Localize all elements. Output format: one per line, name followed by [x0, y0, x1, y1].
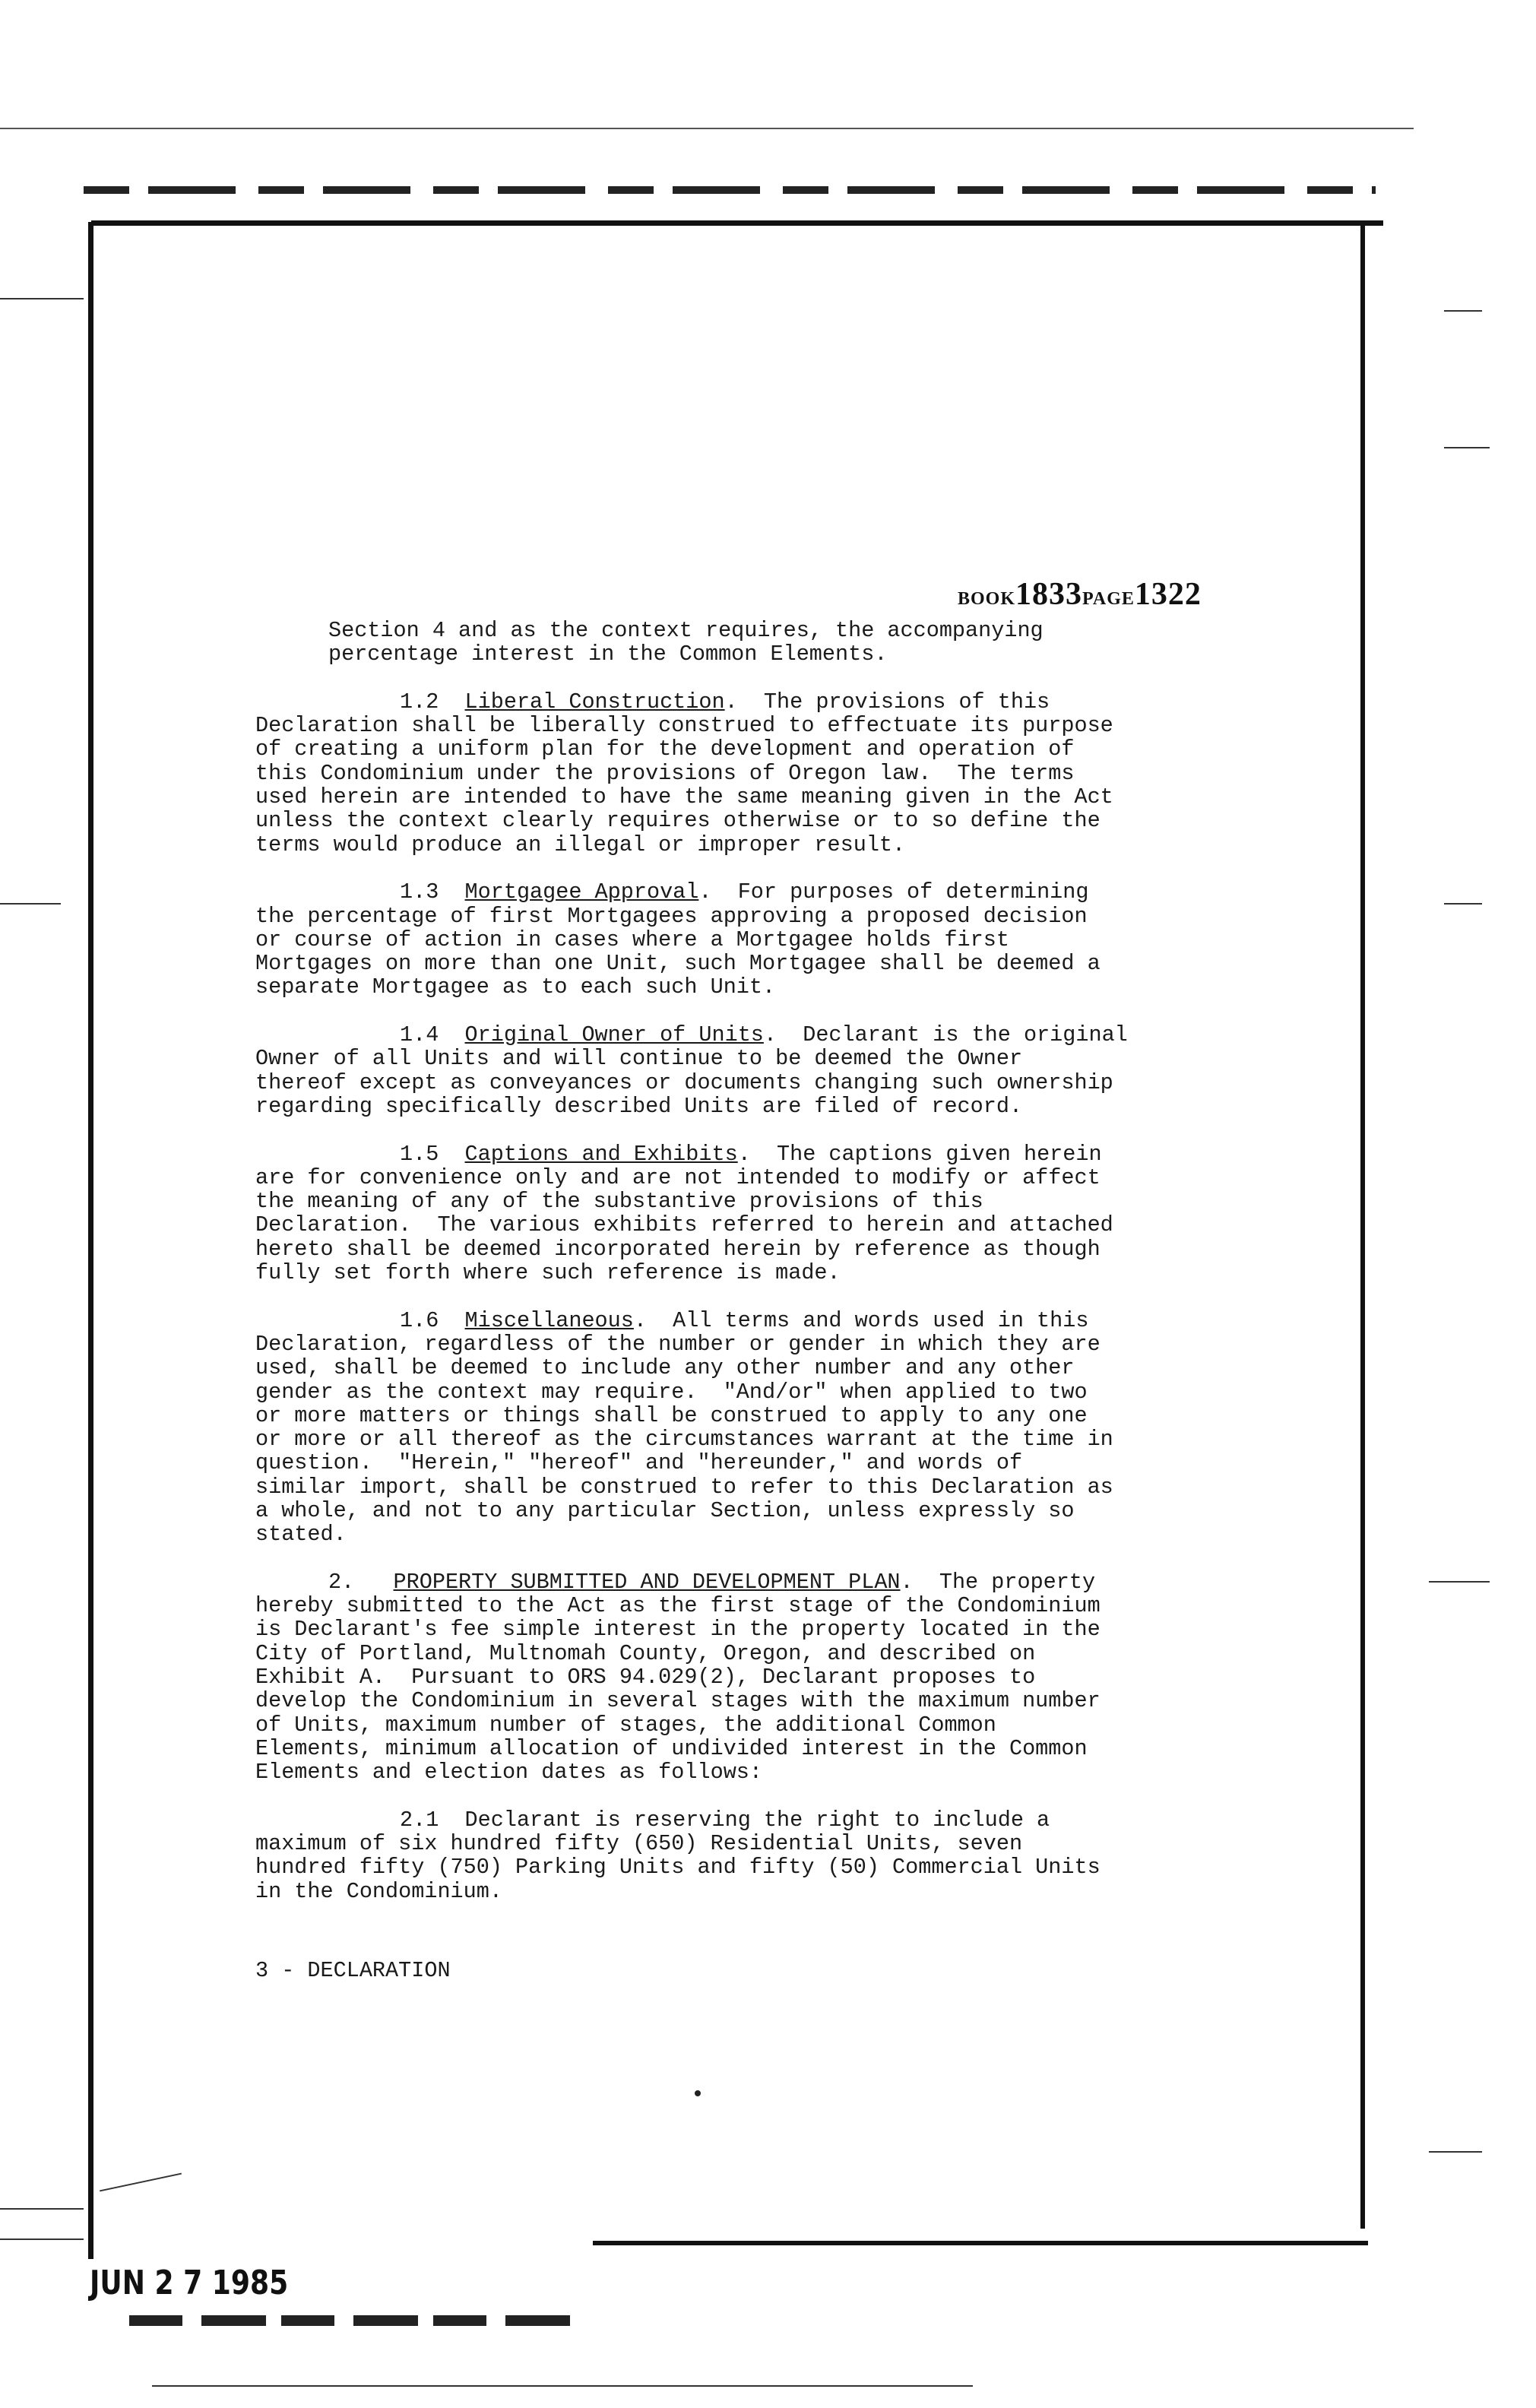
section-number: 2.1 [400, 1807, 439, 1833]
paragraph-text: . Declarant is the original Owner of all Units and will continue to be deemed the Owner thereof except as conveyances or documents changing such ownership regarding specifically described Units are filed of record. [255, 1022, 1128, 1119]
scan-edge-mark [1444, 903, 1482, 905]
section-heading: Captions and Exhibits [464, 1141, 738, 1167]
paragraph-1-4 [255, 1023, 1213, 1118]
paragraph-1-6 [255, 1309, 1213, 1547]
page-frame-top [91, 220, 1383, 226]
scan-edge-mark [1429, 1581, 1490, 1583]
page-label: PAGE [1082, 589, 1135, 609]
scan-edge-mark [100, 2173, 182, 2192]
document-body [255, 619, 1213, 1927]
section-heading: Miscellaneous [464, 1307, 634, 1333]
book-number: 1833 [1015, 577, 1083, 612]
paragraph-text: . For purposes of determining the percentage of first Mortgagees approving a proposed decision or course of action in cases where a Mortgagee holds first Mortgages on more than one Unit, such Mortgagee shall be deemed a separate Mortgagee as to each such Unit. [255, 879, 1101, 1000]
section-number: 1.3 [400, 879, 439, 905]
scan-edge-mark [0, 903, 61, 905]
paragraph-text: . All terms and words used in this Declaration, regardless of the number or gender in which they are used, shall be deemed to include any other number and any other gender as the context may require. "And/or" when applied to two or more matters or things shall be construed to apply to any one or more or all thereof as the circumstances warrant at the time in question. "Herein," "hereof" and "hereunder," and words of similar import, shall be construed to refer to this Declaration as a whole, and not to any particular Section, unless expressly so stated. [255, 1307, 1113, 1548]
paragraph-1-2 [255, 690, 1213, 857]
book-label: BOOK [958, 589, 1016, 609]
page-frame-bottom [593, 2241, 1368, 2245]
scan-edge-mark [0, 2238, 84, 2240]
section-number: 1.2 [400, 689, 439, 714]
scan-artifact-bottom-rule [152, 2385, 973, 2387]
scan-edge-mark [1444, 447, 1490, 448]
scan-edge-mark [1429, 2151, 1482, 2153]
scan-speck [695, 2090, 701, 2096]
paragraph-1-3 [255, 880, 1213, 999]
paragraph-2 [255, 1570, 1213, 1785]
scan-edge-mark [0, 298, 84, 299]
section-heading: Mortgagee Approval [464, 879, 699, 905]
paragraph-section-4-continuation [255, 619, 1213, 667]
section-number: 2. [328, 1569, 355, 1595]
page-frame-left [88, 222, 93, 2259]
paragraph-text: . The provisions of this Declaration shall be liberally construed to effectuate its purpose of creating a uniform plan for the development and operation of this Condominium under the provisions of Oregon law. The terms used herein are intended to have the same meaning given in the Act unless the context clearly requires otherwise or to so define the terms would produce an illegal or improper result. [255, 689, 1113, 857]
section-number: 1.4 [400, 1022, 439, 1048]
section-heading: Liberal Construction [464, 689, 725, 714]
paragraph-1-5 [255, 1142, 1213, 1285]
paragraph-text: . The captions given herein are for convenience only and are not intended to modify or affect the meaning of any of the substantive provisions of this Declaration. The various exhibits referred to herein and attached hereto shall be deemed incorporated herein by reference as though fully set forth where such reference is made. [255, 1141, 1113, 1286]
scan-edge-mark [1444, 310, 1482, 312]
section-number: 1.6 [400, 1307, 439, 1333]
paragraph-text: . The property hereby submitted to the Act as the first stage of the Condominium is Declarant's fee simple interest in the property located in the City of Portland, Multnomah County, Oregon, and described on Exhibit A. Pursuant to ORS 94.029(2), Declarant proposes to develop the Condominium in several stages with the maximum number of Units, maximum number of stages, the additional Common Elements, minimum allocation of undivided interest in the Common Elements and election dates as follows: [255, 1569, 1101, 1785]
scan-edge-mark [0, 2208, 84, 2210]
paragraph-2-1 [255, 1808, 1213, 1903]
section-number: 1.5 [400, 1141, 439, 1167]
book-page-stamp [958, 576, 1202, 613]
scan-artifact-top-noise [84, 186, 1376, 194]
recording-date-stamp: JUN 2 7 1985 [90, 2264, 289, 2302]
page-frame-right [1360, 222, 1365, 2229]
footer-page-label: 3 - DECLARATION [255, 1958, 451, 1983]
page-number: 1322 [1134, 577, 1202, 612]
scan-artifact-bottom-noise [129, 2315, 578, 2326]
paragraph-text: Declarant is reserving the right to include a maximum of six hundred fifty (650) Residential Units, seven hundred fifty (750) Parking Units and fifty (50) Commercial Units in the Condominium. [255, 1807, 1101, 1904]
section-heading: PROPERTY SUBMITTED AND DEVELOPMENT PLAN [393, 1569, 901, 1595]
paragraph-text: Section 4 and as the context requires, the accompanying percentage interest in the Common Elements. [328, 618, 1044, 667]
scan-artifact-top-rule [0, 128, 1414, 129]
section-heading: Original Owner of Units [464, 1022, 764, 1048]
